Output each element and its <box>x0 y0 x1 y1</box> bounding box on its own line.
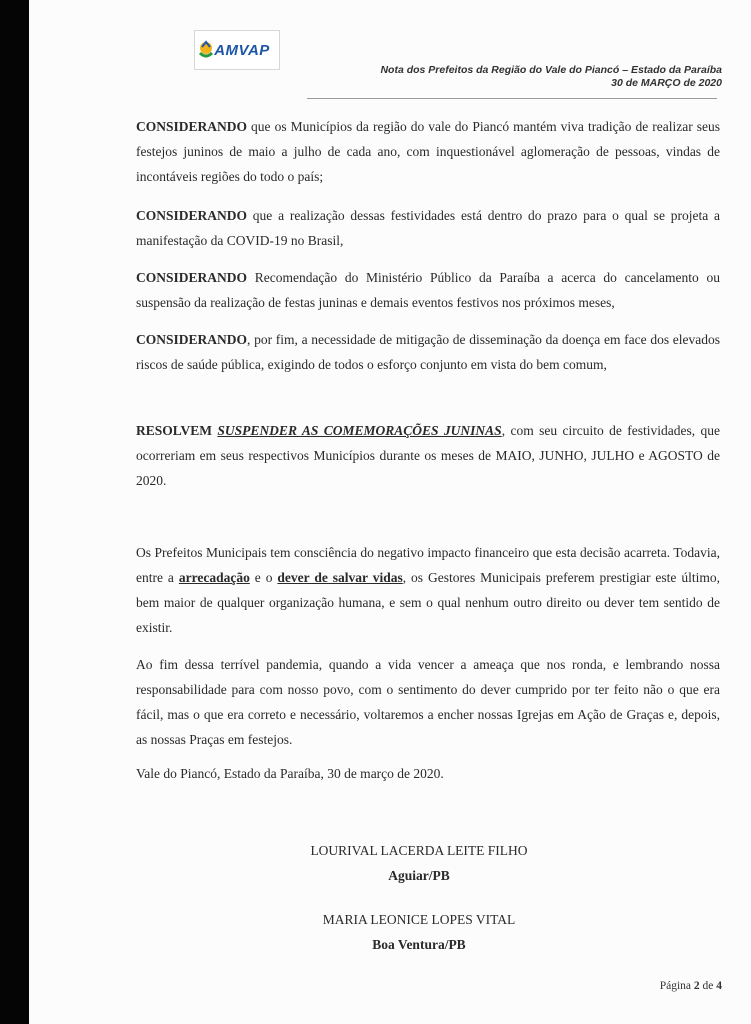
signature-name: LOURIVAL LACERDA LEITE FILHO <box>310 843 528 858</box>
page-total: 4 <box>716 980 722 992</box>
logo-emblem-icon <box>198 39 214 61</box>
paragraph-text-c: , os Gestores Municipais preferem prestigiar este último, bem maior de qualquer organização humana, e sem o qual nenhum outro direito ou dever tem sentido de existir. <box>136 570 720 635</box>
paragraph-text: Ao fim dessa terrível pandemia, quando a vida vencer a ameaça que nos ronda, e lembrando nossa responsabilidade para com nosso povo, com o sentimento do dever cumprido por ter feito não o que era fácil, mas o que era correto e necessário, voltaremos a encher nossas Igrejas em Ação de Graças e, depois, as nossas Praças em festejos. <box>136 657 720 747</box>
paragraph-considerando-1 <box>136 114 720 189</box>
paragraph-text-a: Os Prefeitos Municipais tem consciência do negativo impacto financeiro que esta decisão acarreta. Todavia, entre a <box>136 545 720 585</box>
paragraph-text: que a realização dessas festividades está dentro do prazo para o qual se projeta a manifestação da COVID-19 no Brasil, <box>136 208 720 248</box>
emphasis-arrecadacao: arrecadação <box>178 570 250 585</box>
document-page <box>29 0 751 1024</box>
paragraph-text: , por fim, a necessidade de mitigação de disseminação da doença em face dos elevados riscos de saúde pública, exigindo de todos o esforço conjunto em vista do bem comum, <box>136 332 720 372</box>
paragraph-lead: CONSIDERANDO <box>136 119 248 134</box>
page-sep: de <box>699 980 717 992</box>
paragraph-text: , com seu circuito de festividades, que ocorreriam em seus respectivos Municípios durante os meses de MAIO, JUNHO, JULHO e AGOSTO de 2020. <box>136 423 721 488</box>
emphasis-suspender: SUSPENDER AS COMEMORAÇÕES JUNINAS <box>217 423 502 438</box>
signature-city: Aguiar/PB <box>388 868 450 883</box>
place-date <box>136 761 720 786</box>
paragraph-lead: CONSIDERANDO <box>136 208 248 223</box>
place-date-text: Vale do Piancó, Estado da Paraíba, 30 de março de 2020. <box>136 766 444 781</box>
amvap-logo <box>194 30 280 70</box>
paragraph-resolvem <box>136 418 720 493</box>
paragraph-lead: CONSIDERANDO <box>136 270 248 285</box>
paragraph-pandemia <box>136 652 720 752</box>
header-divider <box>307 98 717 99</box>
paragraph-impacto <box>136 540 720 640</box>
signature-name: MARIA LEONICE LOPES VITAL <box>322 912 516 927</box>
emphasis-dever: dever de salvar vidas <box>277 570 403 585</box>
left-margin-bar <box>0 0 29 1024</box>
logo-text: AMVAP <box>214 41 270 59</box>
header-title-line2: 30 de MARÇO de 2020 <box>611 77 722 89</box>
signature-city: Boa Ventura/PB <box>372 937 466 952</box>
paragraph-considerando-3 <box>136 265 720 315</box>
paragraph-considerando-2 <box>136 203 720 253</box>
paragraph-considerando-4 <box>136 327 720 377</box>
paragraph-text: Recomendação do Ministério Público da Paraíba a acerca do cancelamento ou suspensão da realização de festas juninas e demais eventos festivos nos próximos meses, <box>136 270 720 310</box>
signature-block-2 <box>269 907 569 957</box>
page-current: 2 <box>693 980 700 992</box>
paragraph-lead: CONSIDERANDO <box>136 332 248 347</box>
paragraph-text: que os Municípios da região do vale do Piancó mantém viva tradição de realizar seus festejos juninos de maio a julho de cada ano, com inquestionável aglomeração de pessoas, vindas de incontáveis regiões do todo o país; <box>136 119 720 184</box>
paragraph-text-b: e o <box>249 570 278 585</box>
paragraph-lead: RESOLVEM <box>136 423 218 438</box>
signature-block-1 <box>269 838 569 888</box>
header-title <box>380 64 722 90</box>
header-title-line1: Nota dos Prefeitos da Região do Vale do Piancó – Estado da Paraíba <box>380 64 722 76</box>
page-number <box>660 980 722 992</box>
page-label: Página <box>659 980 694 992</box>
